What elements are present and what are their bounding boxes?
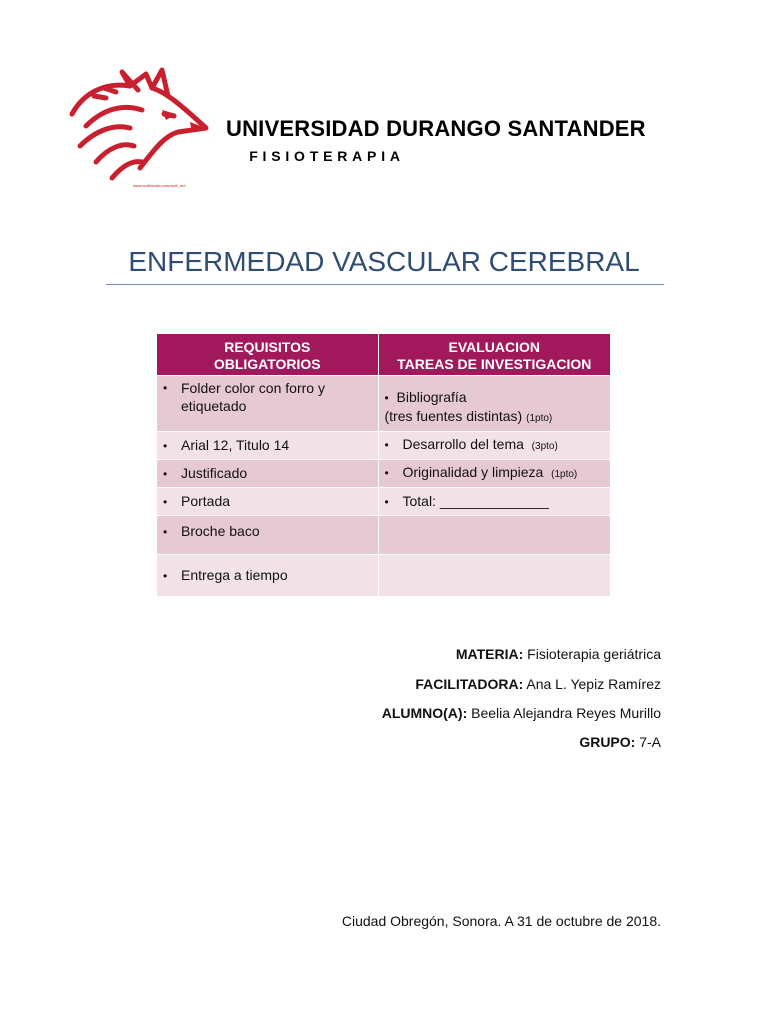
requirement-cell: • Justificado (157, 460, 378, 488)
bullet-icon: • (163, 439, 168, 453)
requirement-cell: • Entrega a tiempo (157, 555, 378, 596)
document-title: ENFERMEDAD VASCULAR CEREBRAL (128, 246, 640, 277)
evaluation-cell-empty (378, 516, 610, 555)
logo-caption: www.wolfmedia.com/wolf_red (133, 183, 186, 188)
evaluation-cell: • Originalidad y limpieza (1pto) (378, 460, 610, 488)
faculty-name: FISIOTERAPIA (249, 148, 405, 164)
title-divider (106, 284, 664, 285)
wolf-logo-icon (66, 66, 210, 190)
evaluation-cell-empty (378, 555, 610, 596)
info-facilitadora: FACILITADORA: Ana L. Yepiz Ramírez (415, 676, 661, 692)
requirement-cell: • Portada (157, 488, 378, 516)
requirement-cell: • Broche baco (157, 516, 378, 555)
bullet-icon: • (384, 391, 389, 405)
place-date: Ciudad Obregón, Sonora. A 31 de octubre de 2018. (341, 913, 661, 929)
info-grupo: GRUPO: 7-A (579, 734, 661, 750)
table-header-row (157, 334, 610, 376)
table-row (157, 432, 610, 460)
requirements-table (157, 334, 610, 596)
requirement-cell: • Folder color con forro y etiquetado (157, 376, 378, 432)
table-row (157, 516, 610, 555)
bullet-icon: • (163, 568, 168, 583)
header-evaluation: EVALUACION TAREAS DE INVESTIGACION (378, 334, 610, 376)
university-name: UNIVERSIDAD DURANGO SANTANDER (226, 116, 646, 141)
bullet-icon: • (163, 381, 168, 395)
bullet-icon: • (384, 438, 389, 452)
evaluation-cell: • Bibliografía (tres fuentes distintas) (1pto) (378, 376, 610, 432)
evaluation-cell: • Desarrollo del tema (3pto) (378, 432, 610, 460)
header-requirements: REQUISITOS OBLIGATORIOS (157, 334, 378, 376)
bullet-icon: • (163, 467, 168, 481)
table-row (157, 488, 610, 516)
info-alumno: ALUMNO(A): Beelia Alejandra Reyes Murillo (381, 705, 661, 721)
bullet-icon: • (163, 525, 168, 539)
requirement-cell: • Arial 12, Titulo 14 (157, 432, 378, 460)
table-row (157, 376, 610, 432)
info-materia: MATERIA: Fisioterapia geriátrica (455, 646, 661, 662)
bullet-icon: • (384, 495, 389, 509)
bullet-icon: • (384, 466, 389, 480)
table-row (157, 555, 610, 596)
evaluation-cell: • Total: ______________ (378, 488, 610, 516)
bullet-icon: • (163, 495, 168, 509)
table-row (157, 460, 610, 488)
